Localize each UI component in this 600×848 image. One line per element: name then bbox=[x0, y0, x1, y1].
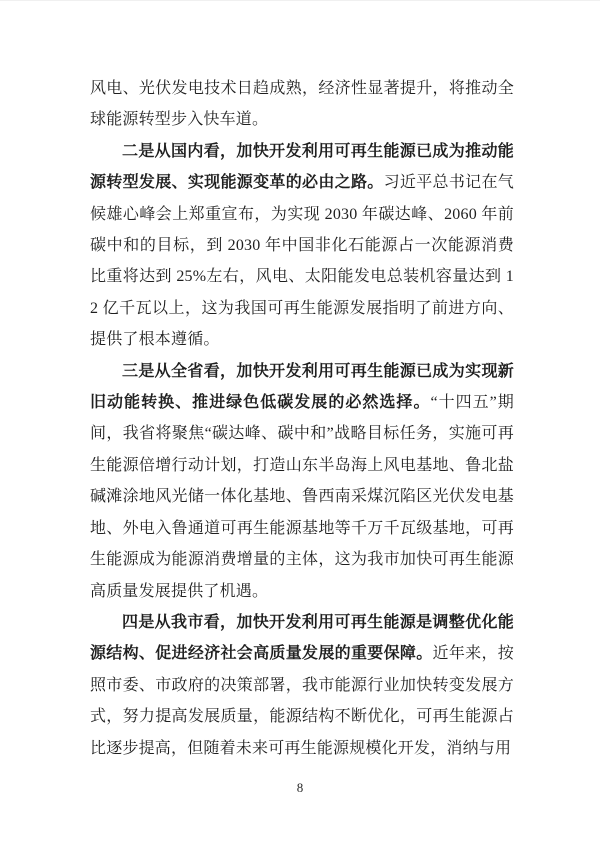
paragraph-text: 近年来，按照市委、市政府的决策部署，我市能源行业加快转变发展方式，努力提高发展质量，能源结构不断优化，可再生能源占比逐步提高，但随着未来可再生能源规模化开发，消纳与用 bbox=[90, 645, 514, 757]
paragraph-lead-bold: 二是从国内看，加快开发利用可再生能源已成为推动能源转型发展、实现能源变革的必由之路。 bbox=[90, 142, 514, 192]
paragraph-lead-bold: 四是从我市看，加快开发利用可再生能源是调整优化能源结构、促进经济社会高质量发展的重要保障。 bbox=[90, 613, 514, 663]
paragraph-text: 习近平总书记在气候雄心峰会上郑重宣布，为实现 2030 年碳达峰、2060 年前碳中和的目标，到 2030 年中国非化石能源占一次能源消费比重将达到 25%左右，风电、太阳能发电总装机容量达到 12 亿千瓦以上，这为我国可再生能源发展指明了前进方向、提供了根本遵循。 bbox=[90, 174, 514, 349]
paragraph-lead-bold: 三是从全省看，加快开发利用可再生能源已成为实现新旧动能转换、推进绿色低碳发展的必然选择。 bbox=[90, 362, 514, 412]
paragraph-domestic bbox=[90, 136, 514, 356]
page-number: 8 bbox=[296, 780, 304, 795]
document-body bbox=[90, 73, 514, 764]
paragraph-text: “十四五”期间，我省将聚焦“碳达峰、碳中和”战略目标任务，实施可再生能源倍增行动计划，打造山东半岛海上风电基地、鲁北盐碱滩涂地风光储一体化基地、鲁西南采煤沉陷区光伏发电基地、外电入鲁通道可再生能源基地等千万千瓦级基地，可再生能源成为能源消费增量的主体，这为我市加快可再生能源高质量发展提供了机遇。 bbox=[90, 394, 514, 600]
paragraph-continuation bbox=[90, 73, 514, 136]
paragraph-province bbox=[90, 356, 514, 607]
paragraph-text: 风电、光伏发电技术日趋成熟，经济性显著提升，将推动全球能源转型步入快车道。 bbox=[90, 80, 514, 129]
paragraph-city bbox=[90, 607, 514, 764]
